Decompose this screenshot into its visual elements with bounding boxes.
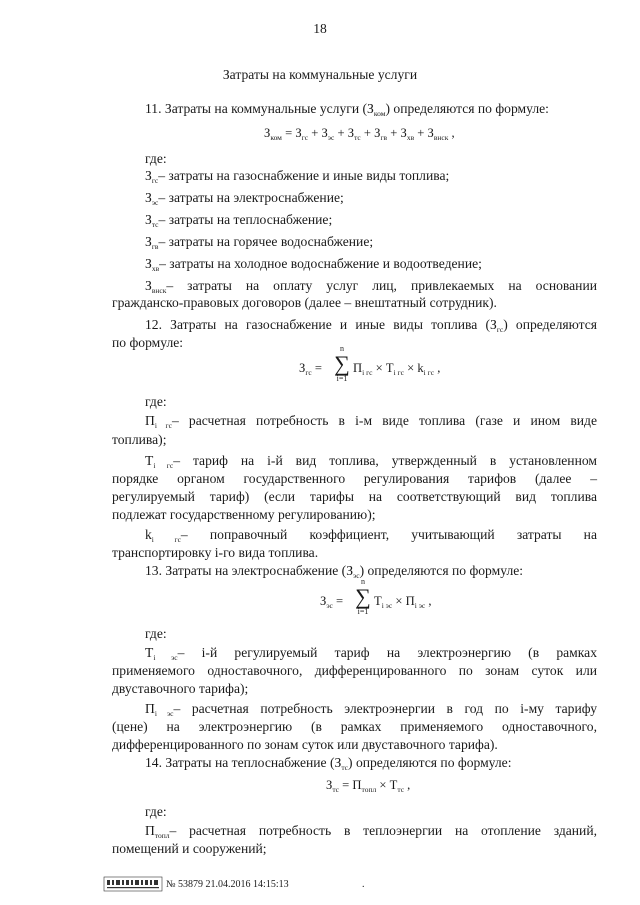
definition-gas-tariff: $Т_{i гс}-$ тариф на i-й вид топлива, утвержденный в установленном <box>145 453 597 470</box>
formula-gas-body: $П_{i гс} \times Т_{i гс} \times k_{i гс}$ , <box>353 361 441 377</box>
definition-hot-water: $З_{гв}-$ затраты на горячее водоснабжение; <box>145 234 374 251</box>
definition-electricity-tariff-l2: применяемого одноставочного, дифференцированного по зонам суток или <box>112 663 597 678</box>
paragraph-11: 11. Затраты на коммунальные услуги $(З_{ком})$ определяются по формуле: <box>145 101 549 118</box>
formula-total-utilities: $З_{ком} = З_{гс} + З_{эс} + З_{тс} + З_{гв} + З_{хв} + З_{внск}$ , <box>264 126 455 142</box>
definition-gas-tariff-l4: подлежат государственному регулированию); <box>112 507 376 522</box>
definition-gas-need-cont: топлива); <box>112 432 167 447</box>
section-heading: Затраты на коммунальные услуги <box>222 67 418 82</box>
definition-gas: $З_{гс}-$ затраты на газоснабжение и иные виды топлива; <box>145 168 450 185</box>
formula-gas-lhs: $З_{гс}$ = <box>299 361 322 377</box>
definition-electricity-need: $П_{i эс}-$ расчетная потребность электроэнергии в год по i-му тарифу <box>145 701 597 718</box>
definition-contractors-cont: гражданско-правовых договоров (далее – внештатный сотрудник). <box>112 295 497 310</box>
where-label: где: <box>145 394 167 409</box>
page-number: 18 <box>313 21 327 36</box>
definition-heat: $З_{тс}-$ затраты на теплоснабжение; <box>145 212 333 229</box>
definition-heat-need-cont: помещений и сооружений; <box>112 841 267 856</box>
formula-gas-sum: n ∑ i=1 <box>334 344 350 383</box>
definition-coefficient: $k_{i гс}-$ поправочный коэффициент, учитывающий затраты на <box>145 527 597 544</box>
where-label: где: <box>145 151 167 166</box>
paragraph-13: 13. Затраты на электроснабжение $(З_{эс})$ определяются по формуле: <box>145 563 524 580</box>
definition-coefficient-cont: транспортировку i-го вида топлива. <box>112 545 319 560</box>
definition-heat-need: $П_{топл}-$ расчетная потребность в теплоэнергии на отопление зданий, <box>145 823 597 840</box>
definition-electricity-need-l2: (цене) на электроэнергию (в рамках применяемого одноставочного, <box>112 719 597 734</box>
paragraph-12: 12. Затраты на газоснабжение и иные виды топлива $(З_{гс})$ определяются <box>145 317 597 334</box>
formula-electricity-body: $Т_{i эс} \times П_{i эс}$ , <box>374 594 432 610</box>
definition-contractors: $З_{внск}-$ затраты на оплату услуг лиц, привлекаемых на основании <box>145 278 597 295</box>
paragraph-14: 14. Затраты на теплоснабжение $(З_{тс})$ определяются по формуле: <box>145 755 512 772</box>
where-label: где: <box>145 804 167 819</box>
registry-stamp-logo <box>103 876 163 892</box>
footer-dot: . <box>362 879 365 890</box>
paragraph-12-cont: по формуле: <box>112 335 184 350</box>
formula-heat: $З_{тс} = П_{топл} \times Т_{тс}$ , <box>326 778 411 794</box>
formula-electricity-sum: n ∑ i=1 <box>355 577 371 616</box>
definition-electricity-need-l3: дифференцированного по зонам суток или двуставочного тарифа). <box>112 737 498 752</box>
definition-gas-tariff-l2: порядке органом государственного регулирования тарифов (далее – <box>112 471 597 486</box>
definition-cold-water: $З_{хв}-$ затраты на холодное водоснабжение и водоотведение; <box>145 256 482 273</box>
definition-gas-need: $П_{i гс}-$ расчетная потребность в i-м виде топлива (газе и ином виде <box>145 413 597 430</box>
definition-gas-tariff-l3: регулируемый тариф) (если тарифы на соответствующий вид топлива <box>112 489 597 504</box>
where-label: где: <box>145 626 167 641</box>
formula-electricity-lhs: $З_{эс}$ = <box>320 594 344 610</box>
definition-electricity-tariff-l3: двуставочного тарифа); <box>112 681 249 696</box>
definition-electricity-tariff: $Т_{i эс}-$ i-й регулируемый тариф на электроэнергию (в рамках <box>145 645 597 662</box>
registration-number: № 53879 21.04.2016 14:15:13 <box>166 879 289 890</box>
definition-electricity: $З_{эс}-$ затраты на электроснабжение; <box>145 190 344 207</box>
